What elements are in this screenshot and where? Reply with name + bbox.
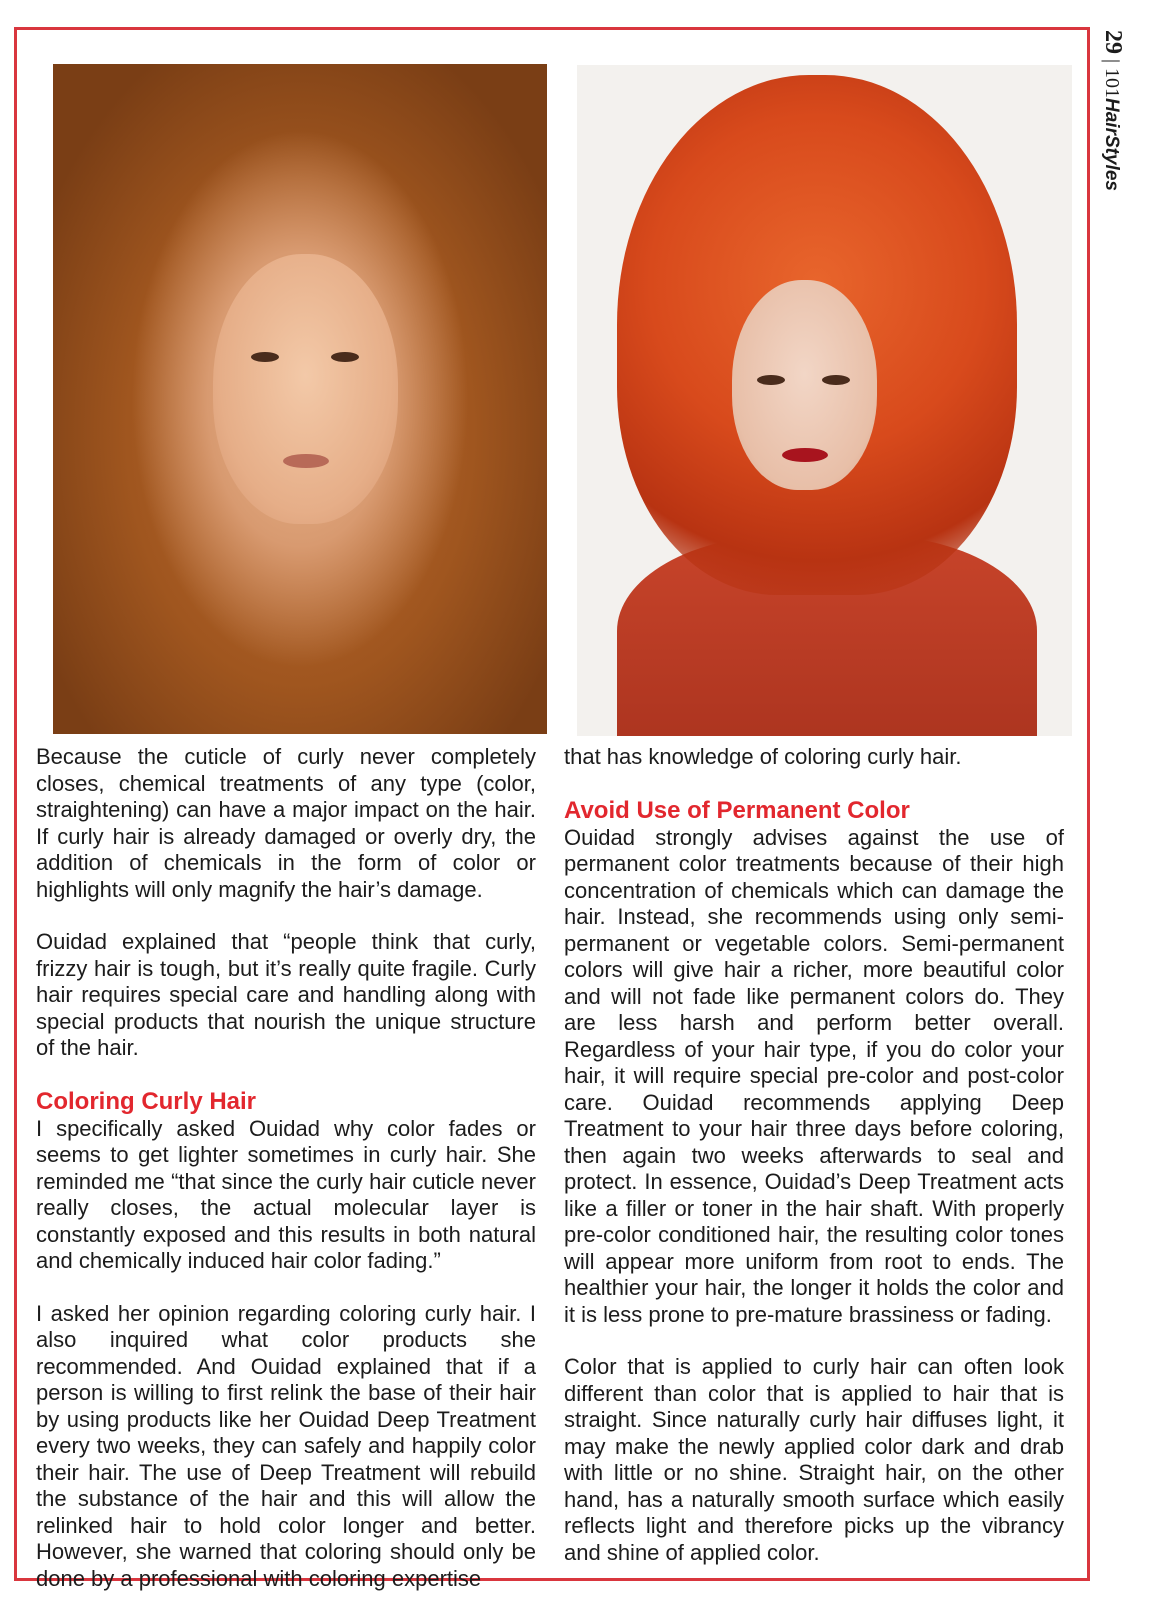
eye: [331, 352, 359, 362]
running-folio: [1096, 30, 1136, 250]
paragraph: Ouidad strongly advises against the use of permanent color treatments because of their high concentration of chemicals which can damage the hair. Instead, she recommends using only semi-permanent or vegetable colors. Semi-permanent colors will give hair a richer, more beautiful color and will not fade like permanent colors do. They are less harsh and perform better overall. Regardless of your hair type, if you do color your hair, it will require special pre-color and post-color care. Ouidad recommends applying Deep Treatment to your hair three days before coloring, then again two weeks afterwards to seal and protect. In essence, Ouidad’s Deep Treatment acts like a filler or toner in the hair shaft. With properly pre-color conditioned hair, the resulting color tones will appear more uniform from root to ends. The healthier your hair, the longer it holds the color and it is less prone to pre-mature brassiness or fading.: [564, 824, 1064, 1327]
paragraph: Because the cuticle of curly never completely closes, chemical treatments of any type (color, straightening) can have a major impact on the hair. If curly hair is already damaged or overly dry, the addition of chemicals in the form of color or highlights will only magnify the hair’s damage.: [36, 744, 536, 902]
lips: [283, 454, 329, 468]
book-name-styles: Styles: [1101, 134, 1122, 191]
page-number: 29: [1100, 30, 1126, 54]
eye: [251, 352, 279, 362]
model-face: [732, 280, 877, 490]
model-face: [213, 254, 398, 524]
right-text-column: [564, 744, 1064, 1592]
eye: [757, 375, 785, 385]
book-prefix: 101: [1101, 68, 1123, 99]
photo-wavy-hair-model: [53, 64, 547, 734]
paragraph: Color that is applied to curly hair can often look different than color that is applied to hair that is straight. Since naturally curly hair diffuses light, it may make the newly applied color dark and drab with little or no shine. Straight hair, on the other hand, has a naturally smooth surface which easily reflects light and therefore picks up the vibrancy and shine of applied color.: [564, 1354, 1064, 1565]
eye: [822, 375, 850, 385]
folio-text: [1099, 30, 1126, 191]
lips: [782, 448, 828, 462]
paragraph: I asked her opinion regarding coloring curly hair. I also inquired what color products she recommended. And Ouidad explained that if a person is willing to first relink the base of their hair by using products like her Ouidad Deep Treatment every two weeks, they can safely and happily color their hair. The use of Deep Treatment will rebuild the substance of the hair and this will allow the relinked hair to hold color longer and better. However, she warned that coloring should only be done by a professional with coloring expertise: [36, 1300, 536, 1591]
section-heading-coloring: Coloring Curly Hair: [36, 1087, 257, 1115]
photo-curly-red-hair-model: [577, 65, 1072, 736]
book-name-hair: Hair: [1101, 98, 1122, 135]
paragraph: Ouidad explained that “people think that curly, frizzy hair is tough, but it’s really quite fragile. Curly hair requires special care and handling along with special products that nourish the unique structure of the hair.: [36, 929, 536, 1060]
folio-separator: |: [1101, 59, 1123, 64]
left-text-column: [36, 744, 536, 1618]
paragraph: I specifically asked Ouidad why color fades or seems to get lighter sometimes in curly hair. She reminded me “that since the curly hair cuticle never really closes, the actual molecular layer is constantly exposed and this results in both natural and chemically induced hair color fading.”: [36, 1115, 536, 1273]
section-heading-permanent-color: Avoid Use of Permanent Color: [564, 796, 910, 824]
paragraph: that has knowledge of coloring curly hair.: [564, 744, 962, 769]
